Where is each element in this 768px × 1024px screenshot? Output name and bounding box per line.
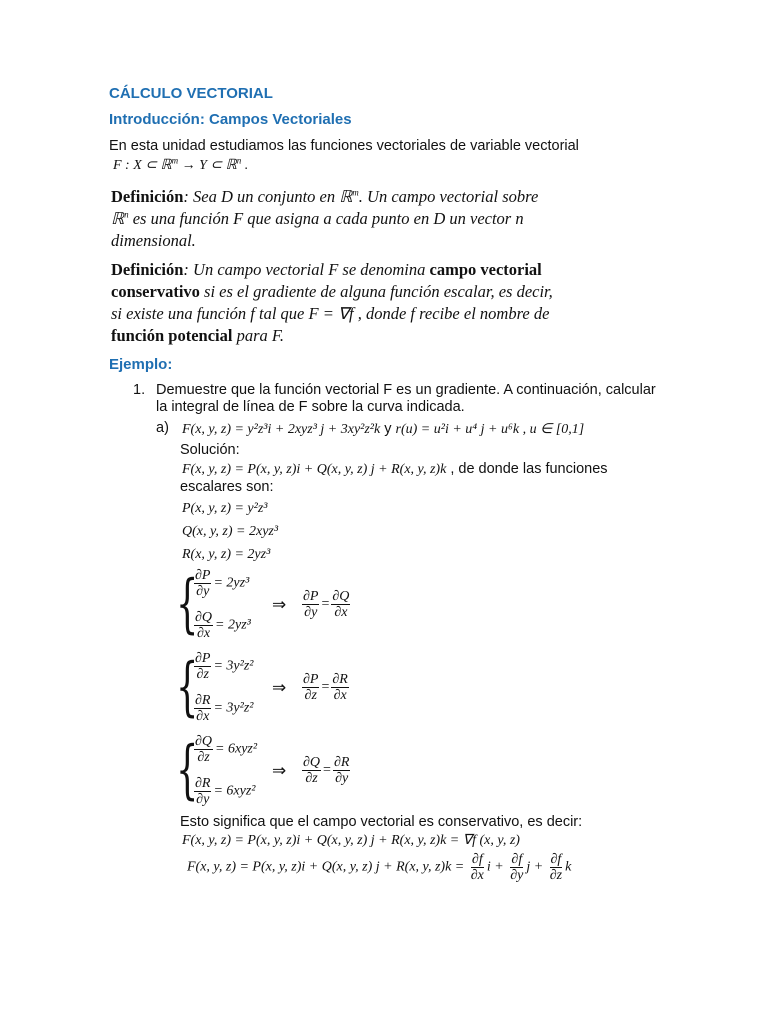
decomposition-line: F(x, y, z) = P(x, y, z)i + Q(x, y, z) j + R(x, y, z)k , de donde las funciones (182, 461, 608, 477)
item-statement-line2: la integral de línea de F sobre la curva indicada. (156, 399, 465, 415)
solution-label: Solución: (180, 442, 240, 458)
definition-2: Definición: Un campo vectorial F se denomina campo vectorial conservativo si es el gradiente de alguna función escalar, es decir, si existe una función f tal que F = ∇f , donde f recibe el nombre de función potencial para F. (111, 260, 553, 345)
definition-2-label: Definición (111, 260, 184, 279)
final-equation: F(x, y, z) = P(x, y, z)i + Q(x, y, z) j + R(x, y, z)k = $\frac{\partial f}{\partial x}$ i + $\frac{\partial f}{\partial y}$ j + $\frac{\partial f}{\partial z}$ k (187, 852, 572, 883)
part-a-label: a) (156, 420, 169, 436)
example-heading: Ejemplo: (109, 356, 173, 373)
system-2-bottom: $\frac{\partial R}{\partial x}$ = 3y²z² (195, 693, 254, 724)
system-2-brace: { (176, 650, 199, 724)
system-3-brace: { (176, 733, 199, 807)
definition-1-label: Definición (111, 187, 184, 206)
implies-arrow-3: ⇒ (272, 761, 287, 781)
implies-arrow-1: ⇒ (272, 595, 287, 615)
decomposition-line2: escalares son: (180, 479, 274, 495)
system-3-top: $\frac{\partial Q}{\partial z}$ = 6xyz² (195, 734, 258, 765)
gradient-line: F(x, y, z) = P(x, y, z)i + Q(x, y, z) j + R(x, y, z)k = ∇f (x, y, z) (182, 833, 520, 848)
system-1-result: $\frac{\partial P}{\partial y}$ = $\frac{\partial Q}{\partial x}$ (303, 589, 350, 620)
system-2-result: $\frac{\partial P}{\partial z}$ = $\frac{\partial R}{\partial x}$ (303, 672, 348, 703)
system-3-bottom: $\frac{\partial R}{\partial y}$ = 6xyz² (195, 776, 256, 807)
system-3-result: $\frac{\partial Q}{\partial z}$ = $\frac{\partial R}{\partial y}$ (303, 755, 350, 786)
section-subtitle: Introducción: Campos Vectoriales (109, 111, 352, 128)
system-1-top: $\frac{\partial P}{\partial y}$ = 2yz³ (195, 568, 250, 599)
intro-map-formula: F : X ⊂ ℝ$^m$ → Y ⊂ ℝ$^n$ . (113, 155, 249, 173)
system-1-brace: { (176, 567, 199, 641)
part-a-formula: F(x, y, z) = y²z³i + 2xyz³ j + 3xy²z²k y r(u) = u²i + u⁴ j + u⁶k , u ∈ [0,1] (182, 421, 585, 437)
system-1-bottom: $\frac{\partial Q}{\partial x}$ = 2yz³ (195, 610, 251, 641)
p-definition: P(x, y, z) = y²z³ (182, 501, 268, 516)
system-2-top: $\frac{\partial P}{\partial z}$ = 3y²z² (195, 651, 254, 682)
r-definition: R(x, y, z) = 2yz³ (182, 547, 271, 562)
page-title: CÁLCULO VECTORIAL (109, 85, 273, 102)
q-definition: Q(x, y, z) = 2xyz³ (182, 524, 279, 539)
definition-1: Definición: Sea D un conjunto en ℝ$^m$. Un campo vectorial sobre ℝ$^n$ es una función F que asigna a cada punto en D un vector n dimensional. (111, 187, 539, 250)
item-number: 1. (133, 382, 146, 398)
conclusion-text: Esto significa que el campo vectorial es conservativo, es decir: (180, 814, 583, 830)
intro-paragraph: En esta unidad estudiamos las funciones vectoriales de variable vectorial (109, 138, 579, 154)
implies-arrow-2: ⇒ (272, 678, 287, 698)
item-statement-line1: Demuestre que la función vectorial F es un gradiente. A continuación, calcular (156, 382, 656, 398)
